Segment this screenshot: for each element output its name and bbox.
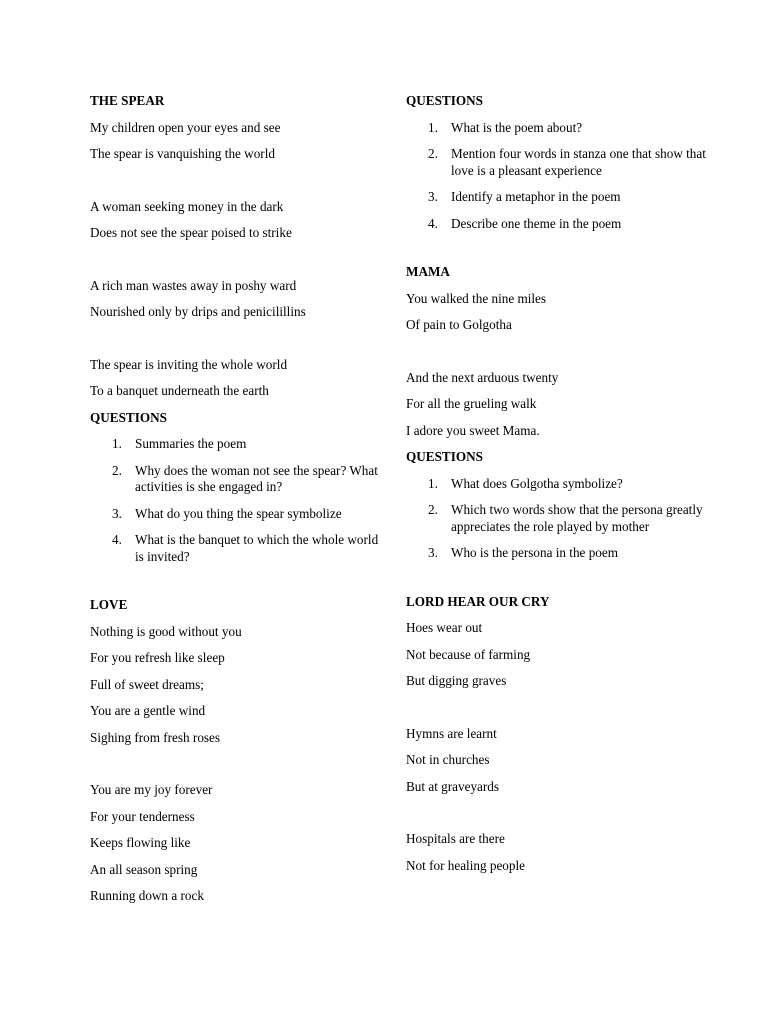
question-text: Describe one theme in the poem [451,215,622,231]
poem-title: MAMA [406,264,450,279]
question-number: 2. [112,462,122,478]
poem-line: You walked the nine miles [406,290,547,306]
poem-the-spear [90,93,380,565]
poem-line: You are my joy forever [90,782,213,797]
right-column [406,93,706,884]
question-number: 4. [112,532,122,547]
poem-mama [406,264,706,562]
poem-lord-hear-our-cry [406,594,706,875]
question-text: What do you thing the spear symbolize [135,505,342,521]
poem-title: THE SPEAR [90,93,165,108]
question-text: Who is the persona in the poem [451,545,619,560]
poem-line: My children open your eyes and see [90,119,281,135]
questions-heading: QUESTIONS [406,449,483,464]
question-number: 1. [428,475,438,491]
poem-line: Not in churches [406,752,490,767]
poem-line: Sighing from fresh roses [90,729,221,745]
question-text: What does Golgotha symbolize? [451,475,623,491]
question-item [406,120,706,137]
question-number: 1. [428,119,438,135]
question-item [90,436,380,453]
poem-line: But digging graves [406,673,507,688]
question-number: 3. [428,189,438,204]
poem-line: You are a gentle wind [90,703,206,718]
question-item [406,502,706,535]
poem-line: The spear is inviting the whole world [90,356,288,372]
poem-line: A rich man wastes away in poshy ward [90,277,297,293]
question-text: Identify a metaphor in the poem [451,189,621,204]
poem-line: Hospitals are there [406,831,505,846]
questions-list [90,436,380,565]
question-item [406,476,706,493]
poem-line: Nothing is good without you [90,623,242,639]
poem-line: For your tenderness [90,808,195,824]
poem-line: Nourished only by drips and penicilillins [90,304,306,319]
poem-line: For you refresh like sleep [90,650,225,665]
question-number: 4. [428,215,438,231]
questions-list [406,476,706,562]
poem-line: An all season spring [90,861,198,877]
question-text: Summaries the poem [135,436,247,451]
poem-line: But at graveyards [406,778,500,794]
poem-line: Keeps flowing like [90,835,191,850]
poem-line: Does not see the spear poised to strike [90,225,292,240]
question-number: 3. [112,505,122,521]
poem-line: A woman seeking money in the dark [90,198,284,214]
question-text: Why does the woman not see the spear? What activities is she engaged in? [135,462,378,494]
poem-line: I adore you sweet Mama. [406,422,540,438]
question-item [406,189,706,206]
question-item [406,216,706,233]
poem-line: To a banquet underneath the earth [90,383,269,398]
left-column [90,93,380,915]
questions-heading: QUESTIONS [90,409,167,425]
question-item [90,506,380,523]
question-item [406,146,706,179]
question-number: 1. [112,436,122,451]
questions-heading: QUESTIONS [406,93,483,108]
poem-title: LORD HEAR OUR CRY [406,593,550,609]
poem-line: Full of sweet dreams; [90,676,204,692]
question-item [406,545,706,562]
poem-line: Not for healing people [406,857,526,873]
question-number: 2. [428,502,438,517]
poem-love [90,597,380,905]
questions-list [406,120,706,233]
question-text: What is the poem about? [451,119,583,135]
love-questions [406,93,706,232]
question-text: What is the banquet to which the whole world is invited? [135,532,379,564]
question-number: 2. [428,146,438,161]
poem-title: LOVE [90,597,128,612]
poem-line: Hoes wear out [406,620,483,635]
question-item [90,532,380,565]
poem-line: Not because of farming [406,646,531,662]
poem-line: The spear is vanquishing the world [90,146,275,161]
question-number: 3. [428,545,438,560]
question-text: Mention four words in stanza one that show that love is a pleasant experience [451,146,706,178]
question-text: Which two words show that the persona greatly appreciates the role played by mother [451,502,703,534]
poem-line: For all the grueling walk [406,396,537,411]
poem-line: And the next arduous twenty [406,369,559,385]
question-item [90,463,380,496]
poem-line: Of pain to Golgotha [406,317,512,332]
poem-line: Hymns are learnt [406,725,497,741]
poem-line: Running down a rock [90,888,204,903]
